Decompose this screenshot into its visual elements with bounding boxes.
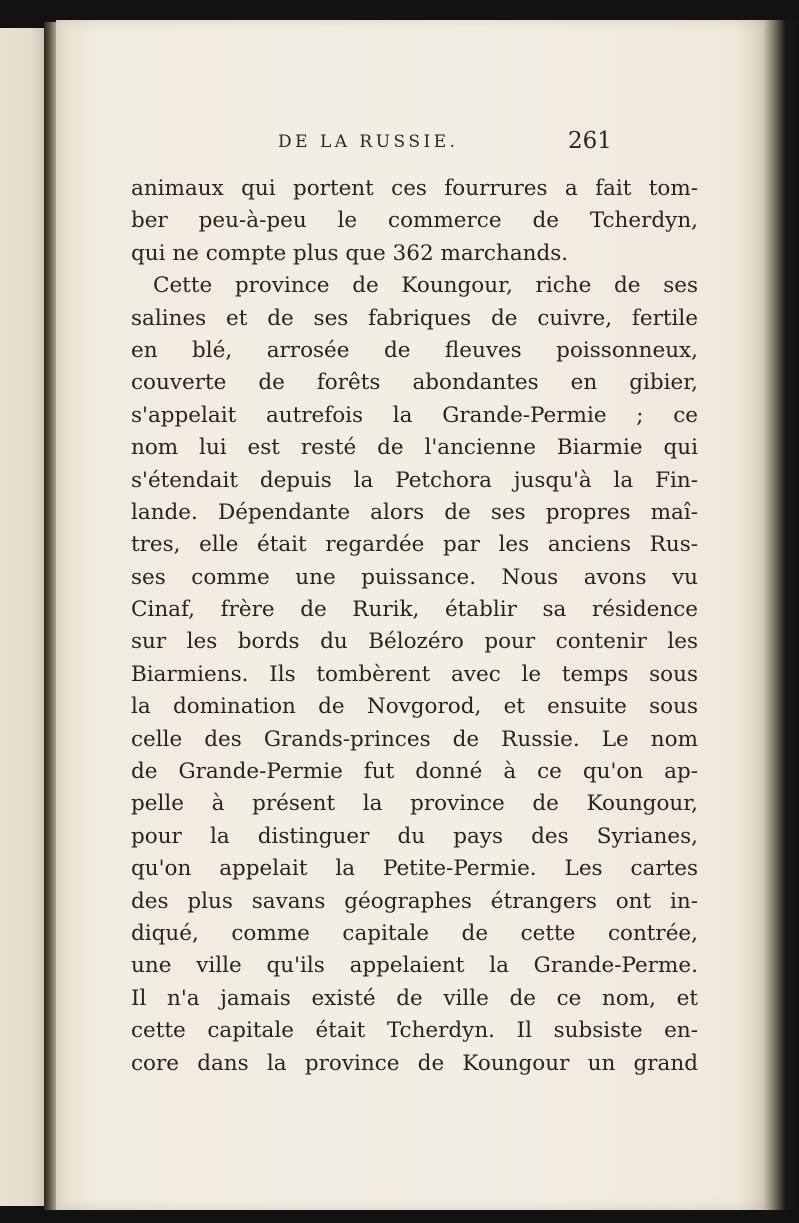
text-line: ses comme une puissance. Nous avons vu xyxy=(131,564,698,590)
text-line: nom lui est resté de l'ancienne Biarmie qui xyxy=(131,435,698,461)
running-head xyxy=(56,128,764,158)
text-line: pour la distinguer du pays des Syrianes, xyxy=(131,823,698,849)
previous-page-edge xyxy=(0,28,44,1206)
text-line: en blé, arrosée de fleuves poissonneux, xyxy=(131,337,698,363)
running-title: DE LA RUSSIE. xyxy=(278,132,459,152)
text-line: des plus savans géographes étrangers ont in- xyxy=(131,888,698,914)
text-line: lande. Dépendante alors de ses propres maî- xyxy=(131,499,698,525)
text-line: animaux qui portent ces fourrures a fait tom- xyxy=(131,176,698,201)
book-page xyxy=(56,20,764,1210)
text-line: une ville qu'ils appelaient la Grande-Perme. xyxy=(131,953,698,979)
text-line: Il n'a jamais existé de ville de ce nom, et xyxy=(131,985,698,1011)
text-line: la domination de Novgorod, et ensuite sous xyxy=(131,694,698,720)
text-line: qu'on appelait la Petite-Permie. Les cartes xyxy=(131,856,698,882)
text-line: s'étendait depuis la Petchora jusqu'à la Fin- xyxy=(131,467,698,493)
text-line: diqué, comme capitale de cette contrée, xyxy=(131,920,698,946)
text-line: celle des Grands-princes de Russie. Le nom xyxy=(131,726,698,752)
text-line: couverte de forêts abondantes en gibier, xyxy=(131,370,698,396)
text-line: tres, elle était regardée par les anciens Rus- xyxy=(131,532,698,558)
text-line: Biarmiens. Ils tombèrent avec le temps sous xyxy=(131,661,698,687)
text-line: cette capitale était Tcherdyn. Il subsiste en- xyxy=(131,1018,698,1044)
text-line: sur les bords du Bélozéro pour contenir les xyxy=(131,629,698,655)
page-right-edge xyxy=(764,20,799,1210)
text-line: ber peu-à-peu le commerce de Tcherdyn, xyxy=(131,208,698,234)
text-line: s'appelait autrefois la Grande-Permie ; ce xyxy=(131,402,698,428)
text-line: salines et de ses fabriques de cuivre, fertile xyxy=(131,305,698,331)
text-line: Cinaf, frère de Rurik, établir sa résidence xyxy=(131,597,698,623)
paragraph-start-line: Cette province de Koungour, riche de ses xyxy=(153,273,698,299)
text-line: de Grande-Permie fut donné à ce qu'on ap- xyxy=(131,759,698,785)
text-line: core dans la province de Koungour un grand xyxy=(131,1050,698,1076)
text-line: pelle à présent la province de Koungour, xyxy=(131,791,698,817)
body-text xyxy=(131,173,698,1080)
page-number: 261 xyxy=(568,128,612,154)
text-line: qui ne compte plus que 362 marchands. xyxy=(131,240,569,266)
